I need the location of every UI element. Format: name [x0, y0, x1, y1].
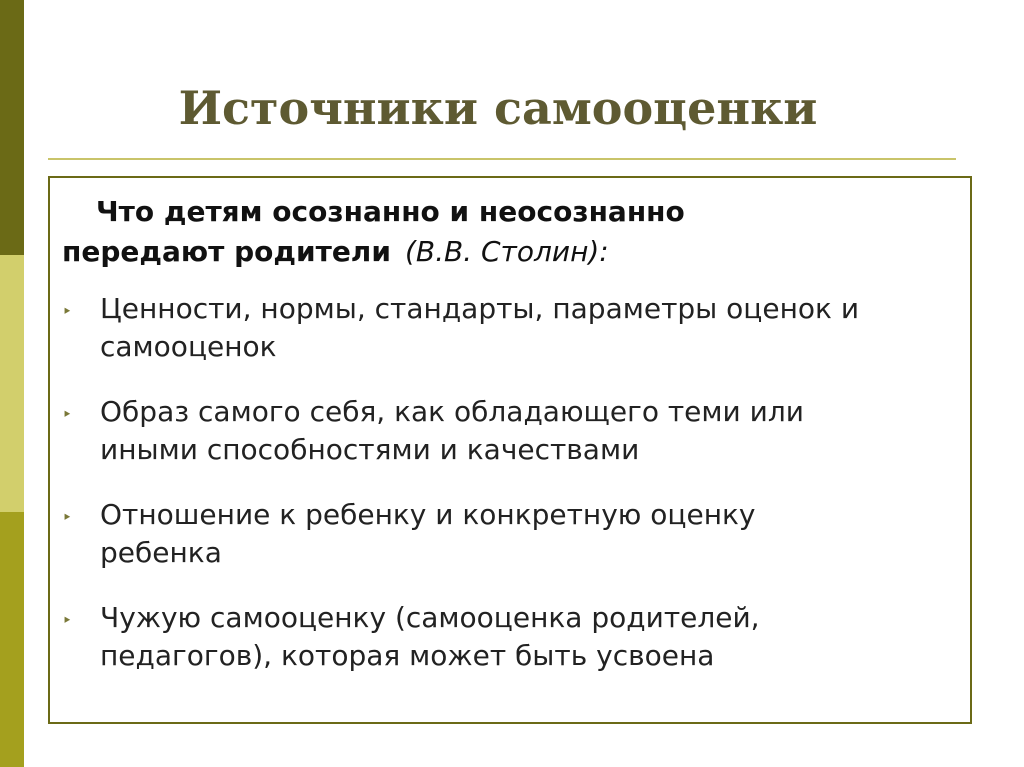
list-item [62, 393, 942, 469]
title-divider [48, 158, 956, 160]
list-item-line1: Ценности, нормы, стандарты, параметры оценок и [100, 292, 860, 325]
decor-stripe-bottom [0, 512, 24, 767]
chevron-right-icon: ‣ [62, 405, 73, 425]
list-item [62, 599, 942, 675]
decor-stripe-middle [0, 255, 24, 512]
list-item-line1: Отношение к ребенку и конкретную оценку [100, 498, 756, 531]
intro-text [62, 192, 942, 272]
list-item-line2: педагогов), которая может быть усвоена [100, 639, 715, 672]
list-item [62, 290, 942, 366]
chevron-right-icon: ‣ [62, 508, 73, 528]
slide-title: Источники самооценки [178, 81, 818, 135]
content-box [48, 176, 972, 724]
intro-line1: Что детям осознанно и неосознанно [96, 195, 685, 228]
list-item-line2: ребенка [100, 536, 222, 569]
chevron-right-icon: ‣ [62, 302, 73, 322]
list-item-line2: иными способностями и качествами [100, 433, 640, 466]
decor-stripe-top [0, 0, 24, 255]
intro-line2: передают родители [62, 235, 391, 268]
sources-list [62, 290, 942, 702]
chevron-right-icon: ‣ [62, 611, 73, 631]
list-item-line1: Образ самого себя, как обладающего теми или [100, 395, 804, 428]
intro-author: (В.В. Столин): [404, 235, 609, 268]
list-item-line1: Чужую самооценку (самооценка родителей, [100, 601, 760, 634]
list-item [62, 496, 942, 572]
list-item-line2: самооценок [100, 330, 277, 363]
